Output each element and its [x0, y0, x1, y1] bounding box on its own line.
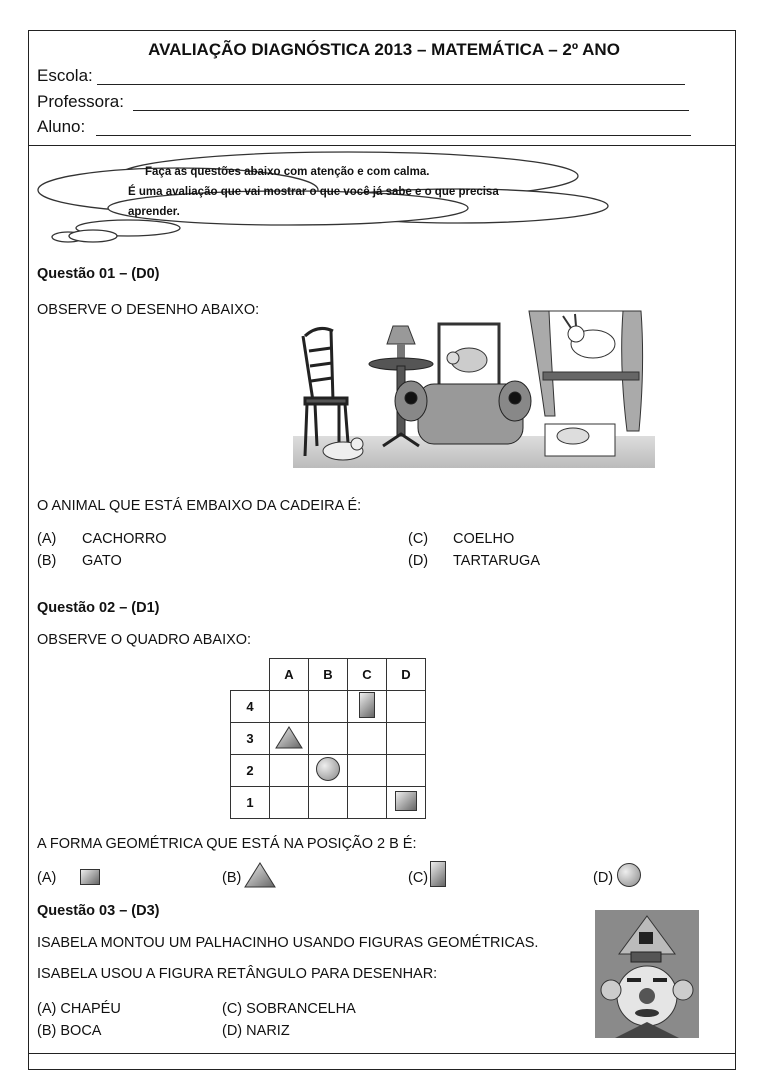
- cloud-line-2: É uma avaliação que vai mostrar o que você já sabe e o que precisa: [128, 186, 499, 198]
- header-divider: [28, 145, 736, 146]
- square-shape-icon: [395, 791, 417, 811]
- q2-instruction: OBSERVE O QUADRO ABAIXO:: [37, 632, 252, 648]
- q3-option-b-text[interactable]: BOCA: [60, 1023, 102, 1039]
- grid-cell: [270, 787, 309, 819]
- cloud-line-3: aprender.: [128, 206, 180, 218]
- room-illustration: [293, 306, 655, 468]
- grid-row-2: 2: [231, 755, 270, 787]
- grid-row-4: 4: [231, 691, 270, 723]
- q3-option-c[interactable]: [222, 1001, 356, 1017]
- q3-option-a[interactable]: [37, 1001, 121, 1017]
- q2-option-a-square-icon[interactable]: [80, 869, 100, 885]
- q1-option-a-text[interactable]: CACHORRO: [82, 531, 167, 547]
- q3-option-c-text[interactable]: SOBRANCELHA: [246, 1001, 356, 1017]
- q2-heading: Questão 02 – (D1): [37, 600, 160, 616]
- grid-cell-a3: [270, 723, 309, 755]
- footer-divider: [28, 1053, 736, 1054]
- q1-option-d-text[interactable]: TARTARUGA: [453, 553, 541, 569]
- grid-cell: [387, 691, 426, 723]
- window-icon: [529, 311, 643, 431]
- q3-heading: Questão 03 – (D3): [37, 903, 160, 919]
- q1-option-d-letter[interactable]: (D): [408, 553, 429, 569]
- q3-option-d-text[interactable]: NARIZ: [246, 1023, 290, 1039]
- q1-option-c-letter[interactable]: (C): [408, 531, 429, 547]
- aluno-input-line[interactable]: [96, 135, 691, 136]
- q2-option-b-letter[interactable]: (B): [222, 870, 242, 886]
- cloud-line-1: Faça as questões abaixo com atenção e com calma.: [145, 166, 430, 178]
- q2-option-c-letter[interactable]: (C): [408, 870, 429, 886]
- grid-corner: [231, 659, 270, 691]
- grid-cell-b2: [309, 755, 348, 787]
- q3-option-c-letter[interactable]: (C): [222, 1001, 243, 1017]
- aluno-label: Aluno:: [37, 117, 86, 136]
- grid-cell: [270, 691, 309, 723]
- grid-cell: [387, 755, 426, 787]
- q1-heading: Questão 01 – (D0): [37, 266, 160, 282]
- q1-option-c-text[interactable]: COELHO: [453, 531, 515, 547]
- painting-icon: [439, 324, 499, 388]
- q2-option-c-rectangle-icon[interactable]: [430, 861, 446, 887]
- grid-cell: [309, 691, 348, 723]
- grid-cell-c4: [348, 691, 387, 723]
- grid-cell: [348, 787, 387, 819]
- mouse-icon: [545, 424, 615, 456]
- grid-cell: [270, 755, 309, 787]
- professora-input-line[interactable]: [133, 110, 689, 111]
- q3-option-a-text[interactable]: CHAPÉU: [60, 1001, 121, 1017]
- q3-text-2: ISABELA USOU A FIGURA RETÂNGULO PARA DESENHAR:: [37, 966, 438, 982]
- q3-text-1: ISABELA MONTOU UM PALHACINHO USANDO FIGURAS GEOMÉTRICAS.: [37, 935, 539, 951]
- clown-illustration: [595, 910, 699, 1038]
- q2-question: A FORMA GEOMÉTRICA QUE ESTÁ NA POSIÇÃO 2 B É:: [37, 836, 417, 852]
- professora-label: Professora:: [37, 92, 124, 111]
- q3-option-d-letter[interactable]: (D): [222, 1023, 243, 1039]
- q3-option-a-letter[interactable]: (A): [37, 1001, 57, 1017]
- grid-col-a: A: [270, 659, 309, 691]
- escola-label: Escola:: [37, 66, 93, 85]
- page-title: AVALIAÇÃO DIAGNÓSTICA 2013 – MATEMÁTICA – 2º ANO: [148, 40, 620, 59]
- grid-cell-d1: [387, 787, 426, 819]
- q1-option-b-text[interactable]: GATO: [82, 553, 122, 569]
- q1-option-b-letter[interactable]: (B): [37, 553, 57, 569]
- grid-row-1: 1: [231, 787, 270, 819]
- escola-input-line[interactable]: [97, 84, 685, 85]
- q3-option-b[interactable]: [37, 1023, 101, 1039]
- circle-shape-icon: [316, 757, 340, 781]
- q2-option-d-letter[interactable]: (D): [593, 870, 614, 886]
- grid-col-b: B: [309, 659, 348, 691]
- grid-col-c: C: [348, 659, 387, 691]
- rectangle-shape-icon: [359, 692, 375, 718]
- q1-option-a-letter[interactable]: (A): [37, 531, 57, 547]
- q2-option-a-letter[interactable]: (A): [37, 870, 57, 886]
- q3-option-d[interactable]: [222, 1023, 290, 1039]
- lamp-icon: [387, 326, 415, 358]
- grid-row-3: 3: [231, 723, 270, 755]
- q2-option-b-triangle-icon[interactable]: [244, 861, 276, 889]
- triangle-shape-icon: [275, 725, 303, 749]
- coordinate-grid: [230, 658, 426, 819]
- grid-cell: [309, 723, 348, 755]
- q3-option-b-letter[interactable]: (B): [37, 1023, 57, 1039]
- armchair-icon: [395, 381, 531, 444]
- grid-col-d: D: [387, 659, 426, 691]
- grid-cell: [309, 787, 348, 819]
- grid-cell: [348, 723, 387, 755]
- q1-question: O ANIMAL QUE ESTÁ EMBAIXO DA CADEIRA É:: [37, 498, 362, 514]
- q1-instruction: OBSERVE O DESENHO ABAIXO:: [37, 302, 260, 318]
- thought-cloud-icon: [28, 148, 628, 248]
- grid-cell: [387, 723, 426, 755]
- grid-cell: [348, 755, 387, 787]
- q2-option-d-circle-icon[interactable]: [617, 863, 641, 887]
